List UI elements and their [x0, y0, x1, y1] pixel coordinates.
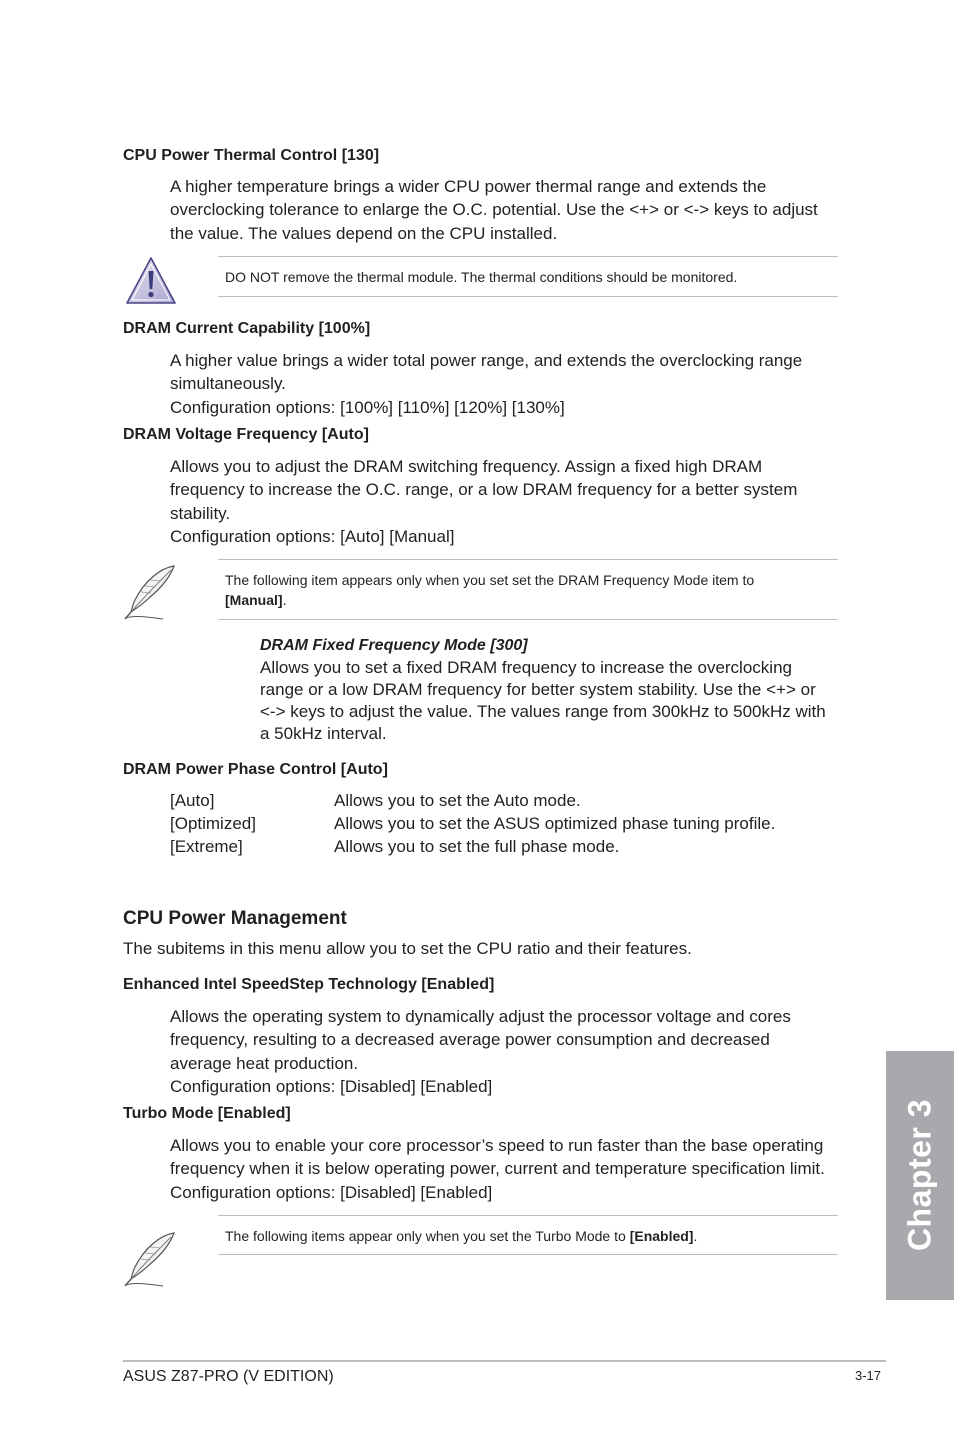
desc-enhanced-intel-speedstep: Allows the operating system to dynamically adjust the processor voltage and cores frequency, resulting to a decreased average power consumption and decreased average heat production. Configuration options: [Disabled] [Enabled]	[170, 1007, 791, 1096]
desc-dram-voltage-frequency: Allows you to adjust the DRAM switching frequency. Assign a fixed high DRAM frequency to increase the O.C. range, or a low DRAM frequency for a better system stability. Configuration options: [Auto] [Manual]	[170, 457, 798, 546]
heading-dram-current-capability: DRAM Current Capability [100%]	[123, 320, 371, 337]
turbo-note-text: The following items appear only when you set the Turbo Mode to [Enabled].	[225, 1228, 698, 1244]
note-divider-bottom	[218, 619, 838, 620]
section-title-cpu-power-management: CPU Power Management	[123, 908, 347, 929]
heading-enhanced-intel-speedstep: Enhanced Intel SpeedStep Technology [Enabled]	[123, 976, 495, 993]
heading-turbo-mode: Turbo Mode [Enabled]	[123, 1105, 291, 1122]
chapter-tab	[886, 1051, 954, 1300]
footer-divider	[123, 1360, 886, 1362]
heading-cpu-power-thermal-control: CPU Power Thermal Control [130]	[123, 147, 380, 164]
heading-dram-voltage-frequency: DRAM Voltage Frequency [Auto]	[123, 426, 369, 443]
footer-product-name: ASUS Z87-PRO (V EDITION)	[123, 1368, 334, 1385]
section-intro-cpu-power-management: The subitems in this menu allow you to set the CPU ratio and their features.	[123, 939, 692, 958]
desc-dram-current-capability: A higher value brings a wider total power range, and extends the overclocking range simultaneously. Configuration options: [100%] [110%] [120%] [130%]	[170, 351, 803, 417]
chapter-tab-label: Chapter 3	[901, 1098, 938, 1252]
note-divider-top	[218, 256, 838, 257]
note-divider-top	[218, 559, 838, 560]
desc-cpu-power-thermal-control: A higher temperature brings a wider CPU power thermal range and extends the overclocking tolerance to enlarge the O.C. potential. Use the <+> or <-> keys to adjust the value. The values depend on the CPU installed.	[170, 177, 818, 243]
feather-pen-icon	[121, 562, 179, 622]
manual-note-text: The following item appears only when you set set the DRAM Frequency Mode item to [Manual].	[225, 572, 755, 608]
footer-page-number: 3-17	[855, 1368, 882, 1383]
heading-dram-power-phase-control: DRAM Power Phase Control [Auto]	[123, 761, 388, 778]
desc-turbo-mode: Allows you to enable your core processor’s speed to run faster than the base operating frequency when it is below operating power, current and temperature specification limit. Configuration options: [Disabled] [Enabled]	[170, 1136, 825, 1202]
desc-dram-fixed-frequency-mode: Allows you to set a fixed DRAM frequency to increase the overclocking range or a low DRAM frequency for better system stability. Use the <+> or <-> keys to adjust the value. The values range from 300kHz to 500kHz with a 50kHz interval.	[260, 658, 826, 743]
note-divider-bottom	[218, 1254, 838, 1255]
note-divider-bottom	[218, 296, 838, 297]
note-divider-top	[218, 1215, 838, 1216]
heading-dram-fixed-frequency-mode: DRAM Fixed Frequency Mode [300]	[260, 637, 528, 654]
warning-note-text: DO NOT remove the thermal module. The thermal conditions should be monitored.	[225, 269, 738, 285]
feather-pen-icon	[121, 1229, 179, 1289]
warning-triangle-icon	[124, 255, 178, 307]
